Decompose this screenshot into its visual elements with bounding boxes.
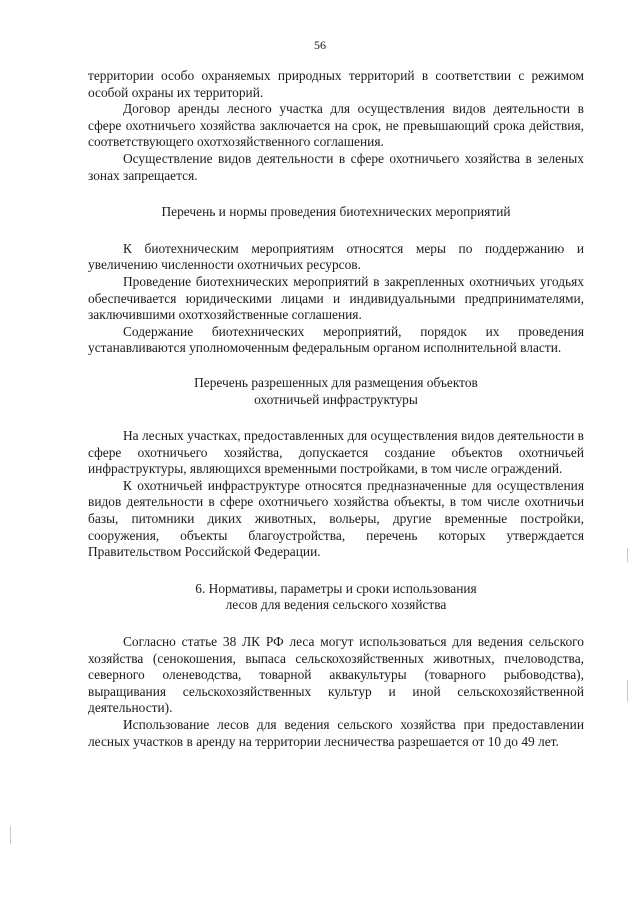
paragraph-biotech-definition: К биотехническим мероприятиям относятся меры по поддержанию и увеличению численности охотничьих ресурсов.: [88, 240, 584, 273]
heading-section-6-line: 6. Нормативы, параметры и сроки использования: [195, 580, 477, 596]
scan-margin-mark: [10, 826, 11, 844]
paragraph-infra-definition: К охотничьей инфраструктуре относятся предназначенные для осуществления видов деятельности в сфере охотничьего хозяйства объекты, в том числе охотничьи базы, питомники диких животных, вольеры, другие временные постройки, сооружения, объекты благоустройства, перечень которых утверждается Правительством Российской Федерации.: [88, 477, 584, 560]
heading-infrastructure: [88, 375, 584, 408]
paragraph-infra-allowed: На лесных участках, предоставленных для осуществления видов деятельности в сфере охотничьего хозяйства, допускается создание объектов охотничьей инфраструктуры, являющихся временными постройками, в том числе ограждений.: [88, 428, 584, 477]
page-number: 56: [314, 38, 326, 52]
scan-margin-mark: [627, 680, 628, 702]
heading-section-6: [88, 581, 584, 614]
paragraph-agri-article-38: Согласно статье 38 ЛК РФ леса могут использоваться для ведения сельского хозяйства (сенокошения, выпаса сельскохозяйственных животных, пчеловодства, северного оленеводства, товарной аквакультуры (товарного рыбоводства), выращивания сельскохозяйственных культур и иной сельскохозяйственной деятельности).: [88, 634, 584, 716]
heading-infrastructure-line: охотничьей инфраструктуры: [254, 391, 418, 407]
heading-section-6-line: лесов для ведения сельского хозяйства: [225, 597, 447, 613]
paragraph-green-zones: Осуществление видов деятельности в сфере охотничьего хозяйства в зеленых зонах запрещается.: [88, 150, 584, 183]
scan-margin-mark: [627, 548, 628, 562]
heading-biotech-line: Перечень и нормы проведения биотехнических мероприятий: [161, 204, 511, 220]
paragraph-protected-territories: территории особо охраняемых природных территорий в соответствии с режимом особой охраны их территорий.: [88, 68, 584, 100]
paragraph-agri-lease-term: Использование лесов для ведения сельского хозяйства при предоставлении лесных участков в аренду на территории лесничества разрешается от 10 до 49 лет.: [88, 717, 584, 749]
paragraph-biotech-procedure: Содержание биотехнических мероприятий, порядок их проведения устанавливаются уполномоченным федеральным органом исполнительной власти.: [88, 323, 584, 356]
heading-infrastructure-line: Перечень разрешенных для размещения объектов: [194, 374, 478, 390]
heading-biotech: [88, 204, 584, 221]
paragraph-biotech-responsibility: Проведение биотехнических мероприятий в закрепленных охотничьих угодьях обеспечивается юридическими лицами и индивидуальными предпринимателями, заключившими охотхозяйственные соглашения.: [88, 273, 584, 323]
paragraph-lease-agreement: Договор аренды лесного участка для осуществления видов деятельности в сфере охотничьего хозяйства заключается на срок, не превышающий срока действия, соответствующего охотхозяйственного соглашения.: [88, 101, 584, 150]
page-body: [88, 68, 584, 750]
